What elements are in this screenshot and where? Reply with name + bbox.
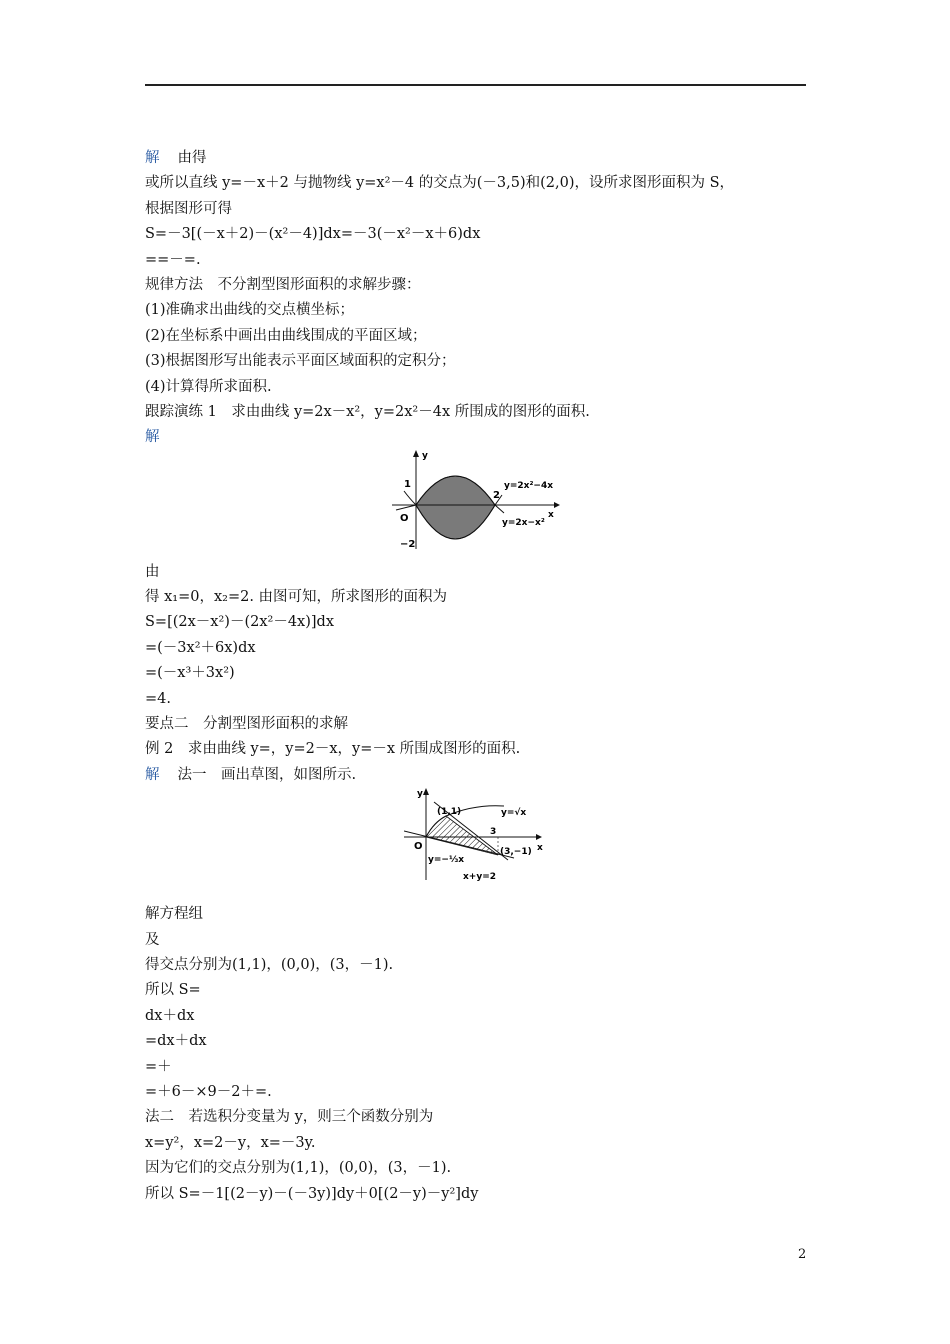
text-line: [145, 248, 825, 273]
solution-marker: 解: [145, 429, 160, 446]
text-line: [145, 298, 825, 323]
line-text: 得 x₁=0，x₂=2. 由图可知，所求图形的面积为: [145, 589, 448, 606]
text-line: [145, 687, 825, 712]
text-line: [145, 146, 825, 171]
line-text: dx＋dx: [145, 1007, 195, 1024]
line-text: ==－=.: [145, 251, 201, 268]
solution-marker: 解: [145, 150, 160, 166]
page-number: 2: [798, 1247, 807, 1262]
line-text: 及: [145, 931, 160, 948]
line-text: 解方程组: [145, 906, 203, 923]
text-line: [145, 197, 825, 222]
line-text: S=－3[(－x＋2)－(x²－4)]dx=－3(－x²－x＋6)dx: [145, 226, 481, 243]
fig2-point-a: (1,1): [437, 807, 462, 817]
fig1-x-label: x: [548, 510, 554, 520]
text-block-b: [145, 560, 825, 789]
text-line: [145, 737, 825, 762]
text-line: [145, 324, 825, 349]
line-text: 所以 S=: [145, 982, 201, 999]
text-line: [145, 953, 825, 978]
x-axis-arrow-icon: [554, 502, 560, 508]
fig2-point-b: (3,−1): [500, 847, 532, 857]
line-text: =＋6－×9－2＋=.: [145, 1083, 272, 1100]
line-text: 得交点分别为(1,1)，(0,0)，(3，－1).: [145, 956, 394, 973]
header-rule: [145, 84, 806, 86]
y-axis-2-arrow-icon: [423, 788, 429, 795]
x-axis-2-arrow-icon: [536, 834, 542, 840]
text-line: [145, 400, 825, 425]
text-line: [145, 928, 825, 953]
text-line: [145, 1105, 825, 1130]
text-line: [145, 375, 825, 400]
line-text: 规律方法 不分割型图形面积的求解步骤：: [145, 276, 421, 293]
text-line: [145, 222, 825, 247]
text-line: [145, 1029, 825, 1054]
line-text: 要点二 分割型图形面积的求解: [145, 716, 348, 733]
fig2-origin: O: [414, 841, 423, 852]
text-block-c: [145, 902, 825, 1207]
solution-marker: 解: [145, 766, 160, 783]
line-text: =dx＋dx: [145, 1033, 207, 1050]
text-line: [145, 636, 825, 661]
line-text: =(－x³＋3x²): [145, 665, 235, 682]
line-text: 跟踪演练 1 求由曲线 y=2x－x²，y=2x²－4x 所围成的图形的面积.: [145, 403, 590, 420]
text-block-a: [145, 146, 825, 451]
text-line: [145, 1055, 825, 1080]
line-text: (3)根据图形写出能表示平面区域面积的定积分；: [145, 353, 456, 370]
line-text: (2)在坐标系中画出由曲线围成的平面区域；: [145, 327, 427, 344]
text-line: [145, 560, 825, 585]
fig1-origin: O: [400, 513, 409, 524]
line-text: (1)准确求出曲线的交点横坐标；: [145, 302, 355, 319]
fig2-line-third-label: y=−⅓x: [428, 855, 465, 865]
line-text: S=[(2x－x²)－(2x²－4x)]dx: [145, 614, 334, 631]
line-text: =(－3x²＋6x)dx: [145, 639, 256, 656]
text-line: [145, 273, 825, 298]
line-text: x=y²，x=2－y，x=－3y.: [145, 1134, 316, 1151]
line-text: =＋: [145, 1058, 172, 1075]
line-text: 因为它们的交点分别为(1,1)，(0,0)，(3，－1).: [145, 1160, 452, 1177]
text-line: [145, 171, 825, 196]
text-line: [145, 661, 825, 686]
text-line: [145, 978, 825, 1003]
text-line: [145, 902, 825, 927]
text-line: [145, 1156, 825, 1181]
fig1-curve-lower-label: y=2x−x²: [502, 518, 545, 528]
fig2-y-label: y: [417, 789, 423, 799]
text-line: [145, 1131, 825, 1156]
fig1-curve-upper-label: y=2x²−4x: [504, 481, 554, 491]
text-line: [145, 1182, 825, 1207]
fig1-tick-2: 2: [493, 490, 500, 501]
line-text: (4)计算得所求面积.: [145, 378, 272, 395]
text-line: [145, 610, 825, 635]
fig2-tick-3: 3: [490, 827, 497, 837]
line-text: 例 2 求由曲线 y=，y=2－x，y=－x 所围成图形的面积.: [145, 741, 521, 758]
fig2-x-label: x: [537, 843, 543, 853]
line-text: =4.: [145, 690, 171, 707]
fig1-y-label: y: [422, 451, 428, 461]
line-text: 所以 S=－1[(2－y)－(－3y)]dy＋0[(2－y)－y²]dy: [145, 1185, 479, 1202]
y-axis-arrow-icon: [413, 450, 419, 457]
text-line: [145, 712, 825, 737]
figure-1-graph: [392, 449, 562, 553]
text-line: [145, 1004, 825, 1029]
line-text: 或所以直线 y=－x＋2 与抛物线 y=x²－4 的交点为(－3,5)和(2,0)，设所求图形面积为 S，: [145, 175, 735, 192]
line-text: 由得: [177, 150, 207, 166]
fig2-curve-sqrt-label: y=√x: [501, 808, 527, 818]
figure-2-graph: [404, 786, 546, 884]
text-line: [145, 763, 825, 788]
fig2-line-sum-label: x+y=2: [463, 872, 497, 882]
text-line: [145, 349, 825, 374]
fig1-tick-1: 1: [404, 479, 411, 490]
enclosed-region: [416, 476, 495, 539]
line-text: 法一 画出草图，如图所示.: [177, 766, 357, 783]
page-body: [145, 146, 825, 1207]
text-line: [145, 585, 825, 610]
fig1-tick-neg2: −2: [400, 539, 416, 550]
text-line: [145, 425, 825, 450]
text-line: [145, 1080, 825, 1105]
line-text: 根据图形可得: [145, 200, 232, 217]
line-text: 由: [145, 563, 160, 580]
line-text: 法二 若选积分变量为 y，则三个函数分别为: [145, 1109, 434, 1126]
